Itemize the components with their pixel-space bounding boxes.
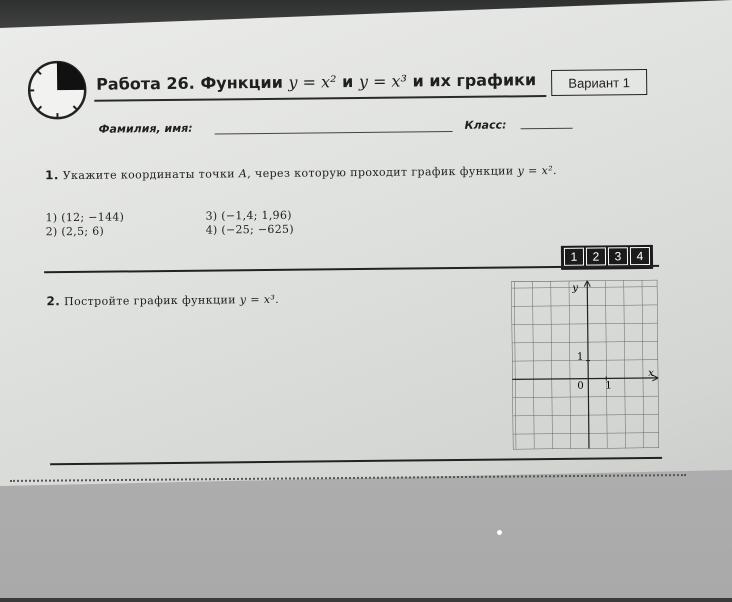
question2-body: Постройте график функции [64, 293, 236, 308]
name-label: Фамилия, имя: [99, 122, 193, 136]
unit-x-label: 1 [605, 380, 611, 391]
grid-line-horizontal [512, 396, 658, 398]
grid-line-horizontal [512, 323, 658, 325]
question2-end: . [275, 293, 279, 306]
question1-end: . [553, 164, 557, 177]
answer-box-3[interactable]: 3 [608, 247, 628, 265]
answer-box-4[interactable]: 4 [630, 247, 650, 265]
question1-text [45, 163, 565, 183]
class-field[interactable] [521, 128, 573, 130]
bottom-rule [50, 457, 662, 465]
light-speck [497, 530, 502, 535]
title-suffix: и их графики [412, 70, 536, 90]
grid-line-horizontal [511, 305, 657, 307]
title-func2: y = x³ [359, 71, 407, 91]
answer-box-1[interactable]: 1 [564, 248, 584, 266]
x-axis [512, 378, 658, 380]
option-3[interactable]: 3) (−1,4; 1,96) [205, 209, 291, 223]
grid-line-horizontal [512, 360, 658, 362]
unit-y-label: 1 [577, 352, 583, 363]
title-underline [94, 95, 546, 102]
page-title [96, 70, 536, 94]
question1-number: 1. [45, 168, 59, 182]
grid-line-horizontal [513, 433, 659, 435]
grid-line-horizontal [513, 414, 659, 416]
option-2[interactable]: 2) (2,5; 6) [46, 225, 105, 239]
coordinate-grid[interactable] [511, 280, 659, 450]
clock-icon [24, 55, 95, 126]
title-prefix: Работа 26. Функции [96, 73, 283, 94]
y-axis-label: y [571, 283, 578, 294]
variant-badge: Вариант 1 [551, 69, 647, 96]
option-1[interactable]: 1) (12; −144) [45, 210, 124, 224]
question1-part1: Укажите координаты точки [63, 167, 235, 182]
option-4[interactable]: 4) (−25; −625) [206, 223, 294, 237]
question2-text [46, 292, 279, 308]
grid-line-horizontal [512, 341, 658, 343]
answer-box-2[interactable]: 2 [586, 247, 606, 265]
x-axis-label: x [648, 368, 654, 379]
question1-point: A [239, 167, 247, 180]
title-conj: и [342, 72, 353, 91]
origin-label: 0 [577, 381, 583, 392]
title-func1: y = x² [288, 72, 336, 92]
class-label: Класс: [465, 118, 507, 131]
grid-line-horizontal [511, 287, 657, 289]
question2-func: y = x³ [240, 293, 276, 306]
name-field[interactable] [215, 131, 453, 134]
question2-number: 2. [46, 294, 60, 308]
question1-func: y = x² [517, 164, 553, 177]
question1-part2: , через которую проходит график функции [247, 164, 514, 180]
